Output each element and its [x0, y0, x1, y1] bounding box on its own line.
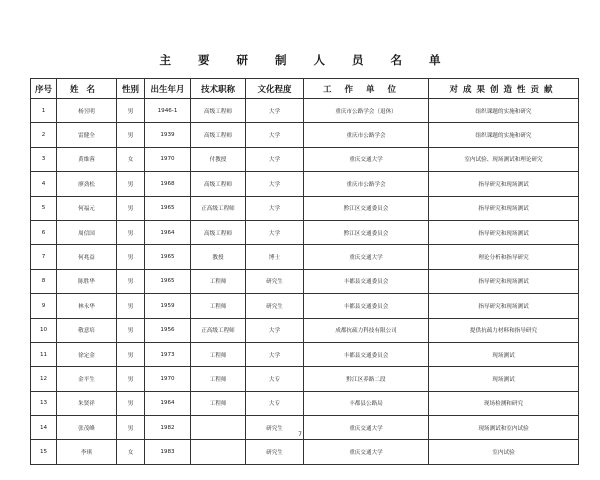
cell-position: 教授: [191, 245, 246, 269]
cell-education: 大学: [246, 220, 304, 244]
cell-seq: 10: [31, 318, 57, 342]
cell-education: 大学: [246, 99, 304, 123]
cell-position: 工程师: [191, 269, 246, 293]
cell-position: 付教授: [191, 147, 246, 171]
cell-gender: 男: [117, 123, 145, 147]
cell-position: 正高级工程师: [191, 318, 246, 342]
cell-contribution: 室内试验: [429, 440, 579, 464]
cell-contribution: 组织课题的实施和研究: [429, 99, 579, 123]
cell-birth: 1964: [145, 220, 191, 244]
table-row: [31, 99, 579, 123]
cell-gender: 男: [117, 269, 145, 293]
cell-education: 研究生: [246, 440, 304, 464]
table-row: [31, 342, 579, 366]
cell-gender: 男: [117, 416, 145, 440]
cell-unit: 重庆交通大学: [304, 245, 429, 269]
cell-birth: 1965: [145, 196, 191, 220]
cell-contribution: 现场测试: [429, 367, 579, 391]
cell-position: 高级工程师: [191, 172, 246, 196]
cell-seq: 9: [31, 294, 57, 318]
table-row: [31, 391, 579, 415]
cell-contribution: 指导研究和现场测试: [429, 269, 579, 293]
table-row: [31, 318, 579, 342]
cell-position: 高级工程师: [191, 123, 246, 147]
cell-unit: 黔江区养路二段: [304, 367, 429, 391]
cell-unit: 丰都县交通委员会: [304, 294, 429, 318]
cell-seq: 5: [31, 196, 57, 220]
cell-unit: 丰都县交通委员会: [304, 342, 429, 366]
cell-seq: 2: [31, 123, 57, 147]
table-row: [31, 196, 579, 220]
cell-education: 大学: [246, 196, 304, 220]
cell-contribution: 指导研究和现场测试: [429, 196, 579, 220]
cell-education: 研究生: [246, 416, 304, 440]
cell-gender: 女: [117, 440, 145, 464]
cell-education: 大学: [246, 123, 304, 147]
cell-contribution: 现场测试和室内试验: [429, 416, 579, 440]
cell-position: [191, 440, 246, 464]
cell-unit: 重庆交通大学: [304, 440, 429, 464]
cell-education: 研究生: [246, 269, 304, 293]
cell-unit: 重庆市公路学会: [304, 172, 429, 196]
cell-seq: 11: [31, 342, 57, 366]
cell-gender: 男: [117, 220, 145, 244]
cell-gender: 男: [117, 318, 145, 342]
cell-gender: 男: [117, 172, 145, 196]
table-row: [31, 172, 579, 196]
cell-contribution: 指导研究和现场测试: [429, 172, 579, 196]
cell-unit: 重庆市公路学会（退休）: [304, 99, 429, 123]
cell-name: 周信国: [57, 220, 117, 244]
cell-seq: 4: [31, 172, 57, 196]
cell-name: 何兆益: [57, 245, 117, 269]
cell-gender: 女: [117, 147, 145, 171]
cell-contribution: 理论分析和指导研究: [429, 245, 579, 269]
cell-position: 工程师: [191, 391, 246, 415]
cell-seq: 13: [31, 391, 57, 415]
cell-position: 工程师: [191, 367, 246, 391]
cell-name: 杨昱明: [57, 99, 117, 123]
cell-birth: 1970: [145, 147, 191, 171]
cell-position: 高级工程师: [191, 99, 246, 123]
cell-seq: 3: [31, 147, 57, 171]
cell-contribution: 现场检测和研究: [429, 391, 579, 415]
cell-birth: 1959: [145, 294, 191, 318]
cell-gender: 男: [117, 196, 145, 220]
cell-name: 林永华: [57, 294, 117, 318]
cell-unit: 丰都县交通委员会: [304, 269, 429, 293]
cell-unit: 黔江区交通委员会: [304, 220, 429, 244]
cell-contribution: 室内试验、现场测试和理论研究: [429, 147, 579, 171]
table-row: [31, 269, 579, 293]
cell-unit: 成都抗疏力科技有限公司: [304, 318, 429, 342]
cell-unit: 丰都县公路局: [304, 391, 429, 415]
cell-name: 黄维蓉: [57, 147, 117, 171]
header-education: 文化程度: [246, 79, 304, 99]
cell-name: 何福元: [57, 196, 117, 220]
cell-seq: 1: [31, 99, 57, 123]
cell-birth: 1982: [145, 416, 191, 440]
cell-birth: 1956: [145, 318, 191, 342]
cell-name: 廖劲松: [57, 172, 117, 196]
table-row: [31, 440, 579, 464]
cell-gender: 男: [117, 342, 145, 366]
cell-seq: 6: [31, 220, 57, 244]
cell-contribution: 提供抗疏力材料和指导研究: [429, 318, 579, 342]
cell-unit: 重庆交通大学: [304, 416, 429, 440]
cell-contribution: 组织课题的实施和研究: [429, 123, 579, 147]
cell-seq: 15: [31, 440, 57, 464]
table-row: [31, 147, 579, 171]
cell-position: 工程师: [191, 294, 246, 318]
cell-name: 李琪: [57, 440, 117, 464]
cell-birth: 1965: [145, 269, 191, 293]
cell-gender: 男: [117, 391, 145, 415]
cell-education: 大学: [246, 147, 304, 171]
cell-birth: 1939: [145, 123, 191, 147]
header-seq: 序号: [31, 79, 57, 99]
cell-education: 大专: [246, 391, 304, 415]
cell-education: 研究生: [246, 294, 304, 318]
table-row: [31, 123, 579, 147]
header-unit: 工作单位: [304, 79, 429, 99]
table-row: [31, 294, 579, 318]
cell-position: 高级工程师: [191, 220, 246, 244]
cell-unit: 重庆市公路学会: [304, 123, 429, 147]
cell-name: 徐定金: [57, 342, 117, 366]
cell-education: 博士: [246, 245, 304, 269]
cell-seq: 12: [31, 367, 57, 391]
cell-education: 大学: [246, 342, 304, 366]
table-header-row: [31, 79, 579, 99]
cell-unit: 重庆交通大学: [304, 147, 429, 171]
cell-name: 朱贤祥: [57, 391, 117, 415]
cell-birth: 1973: [145, 342, 191, 366]
header-name: 姓名: [57, 79, 117, 99]
cell-position: 正高级工程师: [191, 196, 246, 220]
cell-name: 金平生: [57, 367, 117, 391]
header-contribution: 对成果创造性贡献: [429, 79, 579, 99]
cell-birth: 1946-1: [145, 99, 191, 123]
cell-name: 敬意培: [57, 318, 117, 342]
personnel-table: [30, 78, 579, 465]
cell-unit: 黔江区交通委员会: [304, 196, 429, 220]
table-row: [31, 220, 579, 244]
header-position: 技术职称: [191, 79, 246, 99]
cell-gender: 男: [117, 99, 145, 123]
cell-birth: 1965: [145, 245, 191, 269]
table-row: [31, 245, 579, 269]
cell-seq: 7: [31, 245, 57, 269]
cell-gender: 男: [117, 245, 145, 269]
cell-seq: 14: [31, 416, 57, 440]
cell-education: 大学: [246, 318, 304, 342]
cell-birth: 1970: [145, 367, 191, 391]
header-gender: 性别: [117, 79, 145, 99]
cell-education: 大学: [246, 172, 304, 196]
cell-education: 大专: [246, 367, 304, 391]
cell-contribution: 指导研究和现场测试: [429, 294, 579, 318]
cell-name: 雷健全: [57, 123, 117, 147]
cell-birth: 1983: [145, 440, 191, 464]
page-title: 主要研制人员名单: [159, 53, 468, 67]
cell-seq: 8: [31, 269, 57, 293]
cell-gender: 男: [117, 367, 145, 391]
cell-contribution: 指导研究和现场测试: [429, 220, 579, 244]
cell-birth: 1964: [145, 391, 191, 415]
table-row: [31, 367, 579, 391]
cell-contribution: 现场测试: [429, 342, 579, 366]
cell-position: 工程师: [191, 342, 246, 366]
header-birth: 出生年月: [145, 79, 191, 99]
cell-name: 张茂峰: [57, 416, 117, 440]
page-number: 7: [298, 431, 302, 438]
cell-birth: 1968: [145, 172, 191, 196]
cell-name: 陈胜华: [57, 269, 117, 293]
cell-gender: 男: [117, 294, 145, 318]
